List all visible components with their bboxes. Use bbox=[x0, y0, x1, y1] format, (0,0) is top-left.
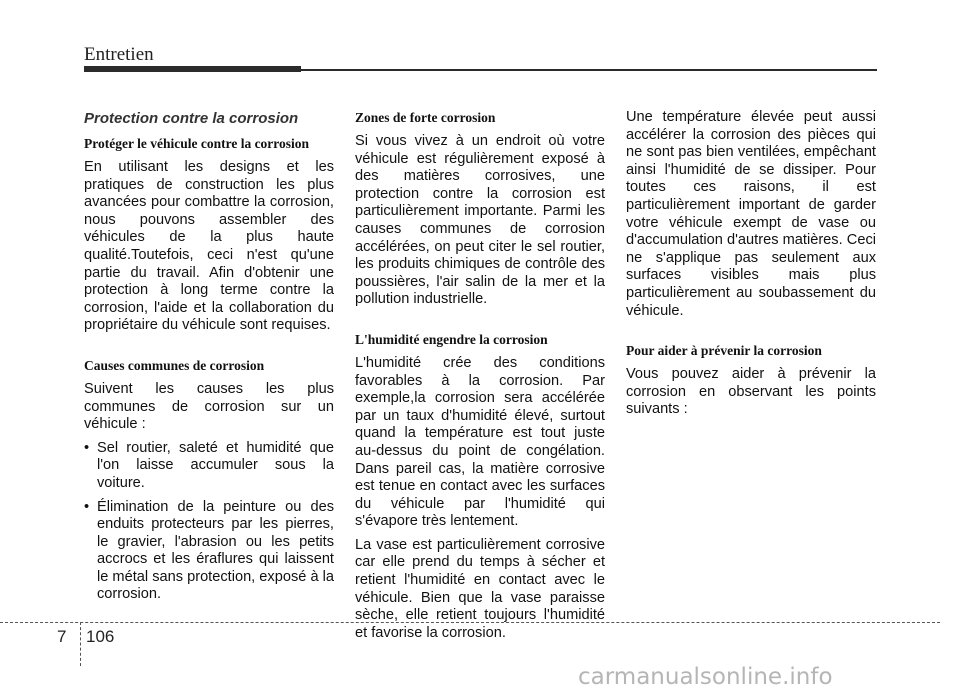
paragraph-temperature: Une température élevée peut aussi accélérer la corrosion des pièces qui ne sont pas bien ventilées, empêchant ainsi l'humidité de se dissiper. Pour toutes ces raisons, il est particulièrement important de garder votre véhicule exempt de vase ou d'accumulation d'autres matières. Ceci ne s'applique pas seulement aux surfaces visibles mais plus particulièrement au soubassement du véhicule. bbox=[626, 109, 876, 319]
paragraph-zones: Si vous vivez à un endroit où votre véhicule est régulièrement exposé à des matières corrosives, une protection contre la corrosion est particulièrement importante. Parmi les causes communes de corrosion accélérées, on peut citer le sel routier, les produits chimiques de contrôle des poussières, l'air salin de la mer et la pollution industrielle. bbox=[355, 133, 605, 308]
column-middle bbox=[355, 109, 605, 648]
header-rule-thick bbox=[84, 66, 301, 72]
causes-list bbox=[84, 440, 334, 604]
subheading-prevent: Pour aider à prévenir la corrosion bbox=[626, 343, 822, 359]
paragraph-prevent: Vous pouvez aider à prévenir la corrosion en observant les points suivants : bbox=[626, 366, 876, 418]
footer-vertical-divider bbox=[80, 622, 81, 666]
subheading-high-corrosion-zones: Zones de forte corrosion bbox=[355, 110, 496, 125]
page-number: 106 bbox=[86, 627, 115, 646]
bullet-icon: • bbox=[84, 498, 90, 515]
chapter-number: 7 bbox=[57, 627, 67, 646]
subheading-humidity: L'humidité engendre la corrosion bbox=[355, 331, 548, 347]
paragraph-intro: En utilisant les designs et les pratiques de construction les plus avancées pour combattre la corrosion, nous pouvons assembler des véhicules de la plus haute qualité.Toutefois, ceci n'est qu'une partie du travail. Afin d'obtenir une protection à long terme contre la corrosion, l'aide et la collaboration du propriétaire du véhicule sont requises. bbox=[84, 159, 334, 334]
column-left bbox=[84, 109, 334, 610]
subheading-common-causes: Causes communes de corrosion bbox=[84, 357, 265, 373]
paragraph-mud: La vase est particulièrement corrosive car elle prend du temps à sécher et retient l'humidité en contact avec le véhicule. Bien que la vase paraisse sèche, elle retient toujours l'humidité et favorise la corrosion. bbox=[355, 536, 605, 641]
page-header-title: Entretien bbox=[84, 44, 154, 65]
subheading-protect: Protéger le véhicule contre la corrosion bbox=[84, 136, 310, 151]
watermark: carmanualsonline.info bbox=[578, 664, 833, 690]
header-rule-thin bbox=[301, 69, 877, 71]
footer-divider bbox=[0, 622, 940, 623]
column-right bbox=[626, 109, 876, 425]
paragraph-causes: Suivent les causes les plus communes de corrosion sur un véhicule : bbox=[84, 380, 334, 433]
paragraph-humidity: L'humidité crée des conditions favorables à la corrosion. Par exemple,la corrosion sera accélérée par un taux d'humidité élevé, surtout quand la température est tout juste au-dessus du point de congélation. Dans pareil cas, la matière corrosive est tenue en contact avec les surfaces du véhicule par l'humidité qui s'évapore très lentement. bbox=[355, 354, 605, 530]
section-title: Protection contre la corrosion bbox=[84, 110, 299, 127]
list-item: • Élimination de la peinture ou des enduits protecteurs par les pierres, le gravier, l'abrasion ou les petits accrocs et les éraflures qui laissent le métal sans protection, exposé à la corrosion. bbox=[84, 498, 334, 603]
list-item: • Sel routier, saleté et humidité que l'on laisse accumuler sous la voiture. bbox=[84, 439, 334, 491]
bullet-icon: • bbox=[84, 439, 90, 456]
